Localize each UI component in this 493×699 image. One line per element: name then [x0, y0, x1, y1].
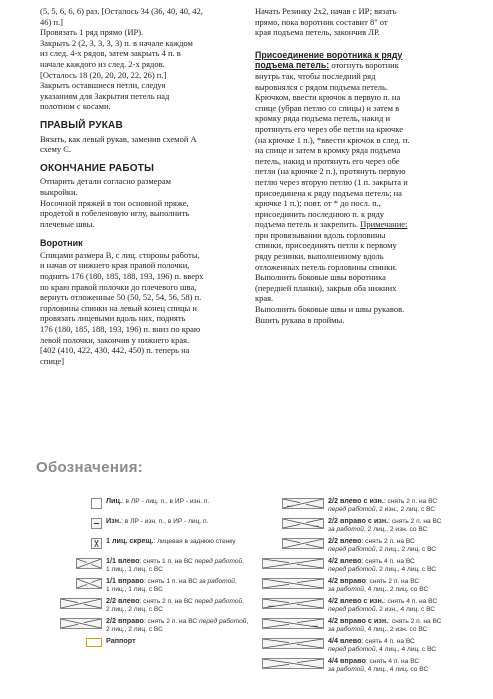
legend-italic: перед работой: [194, 598, 243, 605]
text-line: вернуть отложенные 50 (50, 52, 54, 56, 58) п.: [40, 292, 202, 303]
cross-4-4-left-icon: [262, 638, 324, 649]
legend-italic: за работой: [198, 578, 235, 585]
text-line: [402 (410, 422, 430, 442, 450) п. теперь на: [40, 345, 190, 356]
text-line: края.: [255, 293, 274, 304]
legend-text: : снять 2 п. на ВС: [383, 498, 438, 505]
legend-italic: за работой: [328, 626, 364, 633]
text-line: поднять 176 (180, 185, 188, 193, 196) п. вверх: [40, 271, 204, 282]
text-line: выровнялся с рядом подъема петель.: [255, 81, 389, 92]
text-line: спинки, присоединять петли к первому: [255, 240, 397, 251]
legend-name: 2/2 влево с изн.: [328, 496, 384, 505]
cross-4-2-right-icon: [262, 578, 324, 589]
text-line: присоединена к ряду подъема петель; на: [255, 187, 402, 198]
legend-text: : снять 4 п. на ВС: [365, 658, 420, 665]
text-line: при провязывании вдоль горловины: [255, 229, 386, 240]
legend-title: Обозначения:: [36, 459, 144, 476]
cross-1-1-left-icon: [76, 558, 102, 569]
text-line: Провязать 1 ряд прямо (ИР).: [40, 27, 144, 38]
text-line: петли (на крючке 2 п.), протянуть первую: [255, 166, 406, 177]
legend-italic: за работой: [328, 586, 364, 593]
text-line: провязать лицевыми вдоль них, поднять: [40, 313, 186, 324]
legend-line: , 2 изн., 4 лиц. с ВС: [375, 606, 436, 613]
text-line: подъема петель и закрепить.: [255, 219, 359, 230]
text-line: Спицами размера В, с лиц. стороны работы,: [40, 249, 200, 260]
text-line: присоединить последнюю п. к ряду: [255, 208, 384, 219]
text-line: (5, 5, 6, 6, 6) раз. [Осталось 34 (36, 40, 40, 42,: [40, 6, 203, 16]
text-line: протянуть его через обе петли на крючке: [255, 123, 403, 134]
legend-text: : снять 4 п. на ВС: [361, 638, 415, 645]
legend-name: 4/2 вправо с изн.: [328, 616, 389, 625]
legend-item-knit: [40, 497, 255, 514]
right-text-column: [255, 6, 460, 325]
text-line: схему С.: [40, 144, 72, 155]
twisted-knit-icon: [91, 538, 102, 549]
text-line: Выполнить боковые швы воротника: [255, 272, 386, 283]
text-line: ряду резинки, выполненному вдоль: [255, 251, 384, 262]
heading-right-sleeve: ПРАВЫЙ РУКАВ: [40, 119, 123, 131]
legend-text: : в ЛР - изн. п., в ИР - лиц. п.: [121, 518, 209, 525]
legend-item-cross-4-2-left: [262, 557, 477, 574]
join-heading-line-1: Присоединение воротника к ряду: [255, 49, 403, 60]
text-line: [Осталось 18 (20, 20, 20, 22, 26) п.]: [40, 69, 167, 80]
legend-line: , 2 изн., 2 лиц. с ВС: [375, 506, 436, 513]
legend-italic: за работой: [328, 666, 364, 673]
text-line: Закрыть 2 (2, 3, 3, 3, 3) п. в начале каждом: [40, 37, 193, 48]
left-text-column: [40, 6, 245, 366]
text-line: Носочной пряжей в тон основной пряже,: [40, 197, 189, 208]
finishing-paragraph: [40, 176, 245, 229]
legend-name: Лиц.: [106, 496, 122, 505]
legend-item-cross-4-4-left: [262, 637, 477, 654]
legend-name: 2/2 влево: [106, 596, 140, 605]
legend-item-twisted: [40, 537, 255, 554]
text-line: крючке 1 п.); повт. от * до посл. п.,: [255, 198, 381, 209]
legend-text: : снять 2 п. на ВС: [361, 538, 415, 545]
text-line: края подъема петель, закончив ЛР.: [255, 27, 380, 38]
legend-text: : снять 4 п. на ВС: [383, 598, 438, 605]
text-line: (на крючке 1 п.), *ввести крючок в след. п.: [255, 134, 410, 145]
legend-name: 4/2 вправо: [328, 576, 366, 585]
cross-2-2-left-icon: [282, 538, 324, 549]
text-line: 46) п.]: [40, 16, 63, 27]
text-line: левой полочки, закончив у нижнего края.: [40, 334, 190, 345]
legend-italic: перед работой: [198, 618, 247, 625]
text-line: из след. 4-х рядов, затем закрыть 4 п. в: [40, 48, 181, 59]
text-line: Отпарить детали согласно размерам: [40, 176, 171, 187]
legend-text: : снять 1 п. на ВС: [143, 578, 199, 585]
text-line: Начать Резинку 2х2, начав с ИР; вязать: [255, 6, 397, 16]
text-line: петель, накид и протянуть его через обе: [255, 155, 400, 166]
cross-4-2-right-purl-icon: [262, 618, 324, 629]
legend-name: 1 лиц. скрещ.: [106, 536, 154, 545]
text-line: плечевые швы.: [40, 218, 95, 229]
text-line: петлю через вторую петлю (1 п. закрыта и: [255, 176, 408, 187]
cross-4-4-right-icon: [262, 658, 324, 669]
text-line: 176 (180, 185, 188, 193, 196) п. вниз по краю: [40, 324, 201, 335]
legend-item-cross-2-2-left: 2/2 влево: снять 2 п. на ВС перед работой, 2 лиц., 2 лиц. с ВС: [40, 597, 255, 614]
legend-text: : снять 2 п. на ВС: [143, 618, 199, 625]
text-line: и начав от нижнего края правой полочки,: [40, 260, 190, 271]
text-line: кромку ряда подъема петель, накид и: [255, 113, 391, 124]
knit-square-icon: [91, 498, 102, 509]
legend-item-repeat: [40, 637, 255, 654]
legend-item-cross-4-2-right-purl: [262, 617, 477, 634]
legend-line: 2 лиц., 2 лиц. с ВС: [106, 606, 163, 613]
legend-item-cross-2-2-left-purl: [262, 497, 477, 514]
legend-line: , 4 лиц., 4 лиц. с ВС: [375, 646, 437, 653]
join-heading-line-2: подъема петель:: [255, 60, 330, 71]
join-section: [255, 50, 460, 325]
legend-name: Изн.: [106, 516, 122, 525]
legend-line: , 2 лиц., 4 лиц. с ВС: [375, 566, 437, 573]
legend-name: Раппорт: [106, 636, 136, 645]
legend-italic: перед работой: [328, 646, 376, 653]
repeat-box-icon: [86, 638, 102, 647]
legend-text: : в ЛР - лиц. п., в ИР - изн. п.: [121, 498, 210, 505]
text-line: указаниям для Закрытия петель над: [40, 90, 170, 101]
legend-text: : снять 2 п. на ВС: [388, 618, 442, 625]
legend-name: 1/1 вправо: [106, 576, 144, 585]
legend-line: 1 лиц., 1 лиц. с ВС: [106, 566, 163, 573]
legend-italic: перед работой: [328, 566, 376, 573]
purl-square-icon: [91, 518, 102, 529]
left-paragraph-1: [40, 6, 245, 112]
legend-name: 4/4 вправо: [328, 656, 366, 665]
text-line: горловины спинки на левый конец спицы и: [40, 302, 197, 313]
right-paragraph-1: [255, 6, 460, 38]
legend-name: 2/2 вправо: [106, 616, 144, 625]
legend-line: , 2 лиц., 2 лиц. с ВС: [375, 546, 437, 553]
legend-item-cross-1-1-left: 1/1 влево: снять 1 п. на ВС перед работой, 1 лиц., 1 лиц. с ВС: [40, 557, 255, 574]
legend-italic: перед работой: [194, 558, 243, 565]
legend-line: , 4 лиц., 4 лиц. со ВС: [363, 666, 429, 673]
cross-2-2-right-icon: [60, 618, 102, 629]
legend-line: 2 лиц., 2 лиц. с ВС: [106, 626, 163, 633]
text-line: продетой в гобеленовую иглу, выполнить: [40, 208, 190, 219]
cross-4-2-left-purl-icon: [262, 598, 324, 609]
collar-paragraph: [40, 250, 245, 367]
text-line: (передней планки), закрыв оба нижних: [255, 282, 397, 293]
text-line: отогнуть воротник: [329, 60, 399, 71]
text-line: прямо, пока воротник составит 8" от: [255, 16, 388, 27]
legend-italic: перед работой: [328, 606, 376, 613]
cross-2-2-left-icon: [60, 598, 102, 609]
legend-text: : снять 2 п. на ВС: [365, 578, 420, 585]
legend-item-cross-2-2-right-purl: [262, 517, 477, 534]
text-line: спице]: [40, 355, 65, 366]
legend-italic: за работой: [328, 526, 364, 533]
legend-item-cross-4-2-right: [262, 577, 477, 594]
sleeve-paragraph: [40, 134, 245, 155]
text-line: полотном с косами.: [40, 101, 111, 112]
legend-name: 2/2 влево: [328, 536, 362, 545]
legend-left: [40, 497, 255, 657]
legend-item-purl: [40, 517, 255, 534]
text-line: Закрыть оставшиеся петли, следуя: [40, 80, 166, 91]
text-line: спице (убрав петлю со спицы) и затем в: [255, 102, 400, 113]
legend-text: : лицевая в заднюю стенку: [153, 538, 236, 545]
legend-line: , 4 лиц., 2 изн. со ВС: [363, 626, 428, 633]
legend-italic: перед работой: [328, 506, 376, 513]
text-line: Вязать, как левый рукав, заменив схемой А: [40, 133, 197, 144]
legend-text: : снять 1 п. на ВС: [139, 558, 195, 565]
text-line: выкройки.: [40, 186, 78, 197]
legend-right: [262, 497, 477, 677]
cross-1-1-right-icon: [76, 578, 102, 589]
text-line: Вшить рукава в проймы.: [255, 314, 345, 325]
legend-name: 2/2 вправо с изн.: [328, 516, 389, 525]
legend-item-cross-4-2-left-purl: [262, 597, 477, 614]
legend-item-cross-2-2-right: 2/2 вправо: снять 2 п. на ВС перед работой, 2 лиц., 2 лиц. с ВС: [40, 617, 255, 634]
text-line: на спице и затем в кромку ряда подъема: [255, 145, 401, 156]
text-line: внутрь так, чтобы последний ряд: [255, 70, 376, 81]
legend-item-cross-2-2-left-b: [262, 537, 477, 554]
legend-italic: перед работой: [328, 546, 376, 553]
legend-name: 4/2 влево с изн.: [328, 596, 384, 605]
legend-name: 4/2 влево: [328, 556, 362, 565]
text-line: Выполнить боковые швы и швы рукавов.: [255, 304, 405, 315]
cross-2-2-left-purl-icon: [282, 498, 324, 509]
heading-finishing: ОКОНЧАНИЕ РАБОТЫ: [40, 162, 155, 174]
legend-line: 1 лиц., 1 лиц. с ВС: [106, 586, 163, 593]
cross-4-2-left-icon: [262, 558, 324, 569]
legend-text: : снять 2 п. на ВС: [139, 598, 195, 605]
text-line: по краю правой полочки до плечевого шва,: [40, 281, 197, 292]
text-line: Крючком, ввести крючок в первую п. на: [255, 92, 401, 103]
legend-text: : снять 2 п. на ВС: [388, 518, 442, 525]
legend-item-cross-4-4-right: [262, 657, 477, 674]
heading-collar: Воротник: [40, 238, 83, 249]
cross-2-2-right-purl-icon: [282, 518, 324, 529]
note-label: Примечание:: [360, 219, 408, 230]
legend-name: 1/1 влево: [106, 556, 140, 565]
legend-text: : снять 4 п. на ВС: [361, 558, 415, 565]
text-line: начале каждого из след. 2-х рядов.: [40, 58, 165, 69]
legend-name: 4/4 влево: [328, 636, 362, 645]
legend-item-cross-1-1-right: 1/1 вправо: снять 1 п. на ВС за работой, 1 лиц., 1 лиц. с ВС: [40, 577, 255, 594]
legend-line: , 4 лиц., 2 лиц. со ВС: [363, 586, 429, 593]
text-line: отложенных петель горловины спинки.: [255, 261, 398, 272]
legend-line: , 2 лиц., 2 изн. со ВС: [363, 526, 428, 533]
